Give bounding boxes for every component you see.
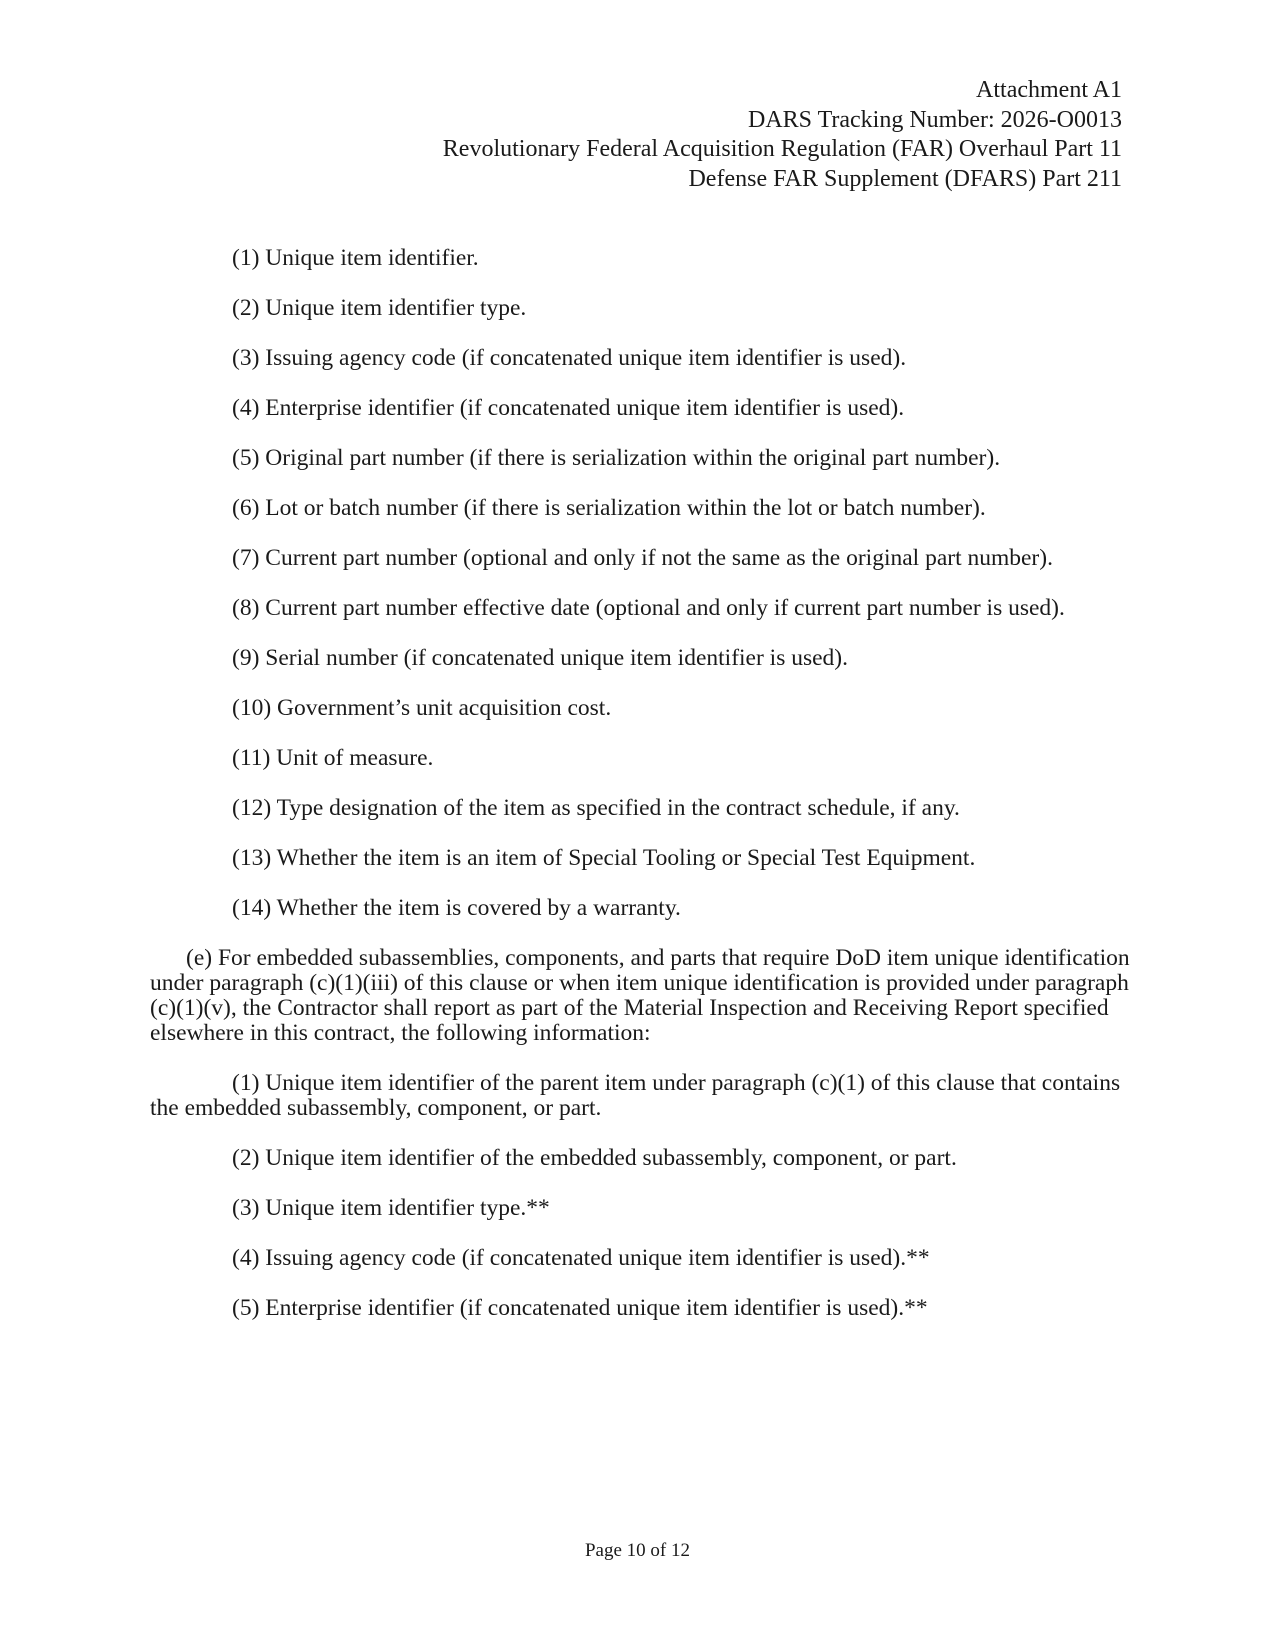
list-item: (2) Unique item identifier of the embedded subassembly, component, or part. [232,1145,957,1171]
list-item: (1) Unique item identifier. [232,245,479,271]
header-far-part: Revolutionary Federal Acquisition Regulation (FAR) Overhaul Part 11 [442,136,1122,162]
list-item: (10) Government’s unit acquisition cost. [232,695,612,721]
header-tracking-number: DARS Tracking Number: 2026-O0013 [747,106,1122,133]
list-item: (13) Whether the item is an item of Special Tooling or Special Test Equipment. [232,845,976,871]
list-item: (6) Lot or batch number (if there is serialization within the lot or batch number). [232,495,986,521]
list-item: (14) Whether the item is covered by a warranty. [232,895,681,921]
list-item: (4) Enterprise identifier (if concatenated unique item identifier is used). [232,395,905,421]
list-item: (9) Serial number (if concatenated unique item identifier is used). [232,645,849,671]
list-item: (11) Unit of measure. [232,745,434,771]
header-dfars-part: Defense FAR Supplement (DFARS) Part 211 [688,165,1122,192]
list-item: (5) Enterprise identifier (if concatenated unique item identifier is used).** [232,1295,928,1321]
list-item: (3) Unique item identifier type.** [232,1195,550,1221]
list-item: (12) Type designation of the item as specified in the contract schedule, if any. [232,795,960,821]
document-header [222,76,1122,194]
page-number: Page 10 of 12 [584,1540,690,1561]
list-item: (7) Current part number (optional and only if not the same as the original part number). [232,545,1053,571]
header-attachment: Attachment A1 [976,77,1122,103]
list-item: (4) Issuing agency code (if concatenated unique item identifier is used).** [232,1245,930,1271]
list-item: (8) Current part number effective date (optional and only if current part number is used). [232,595,1065,621]
list-item: (3) Issuing agency code (if concatenated unique item identifier is used). [232,345,907,371]
document-body [150,246,1130,1346]
paragraph-e: (e) For embedded subassemblies, components, and parts that require DoD item unique identification under paragraph (c)(1)(iii) of this clause or when item unique identification is provided under paragraph (c)(1)(v), the Contractor shall report as part of the Material Inspection and Receiving Report specified elsewhere in this contract, the following information: [150,945,1130,1046]
list-item: (2) Unique item identifier type. [232,295,527,321]
list-item: (5) Original part number (if there is serialization within the original part number). [232,445,1001,471]
list-item: (1) Unique item identifier of the parent item under paragraph (c)(1) of this clause that contains the embedded subassembly, component, or part. [150,1070,1121,1121]
